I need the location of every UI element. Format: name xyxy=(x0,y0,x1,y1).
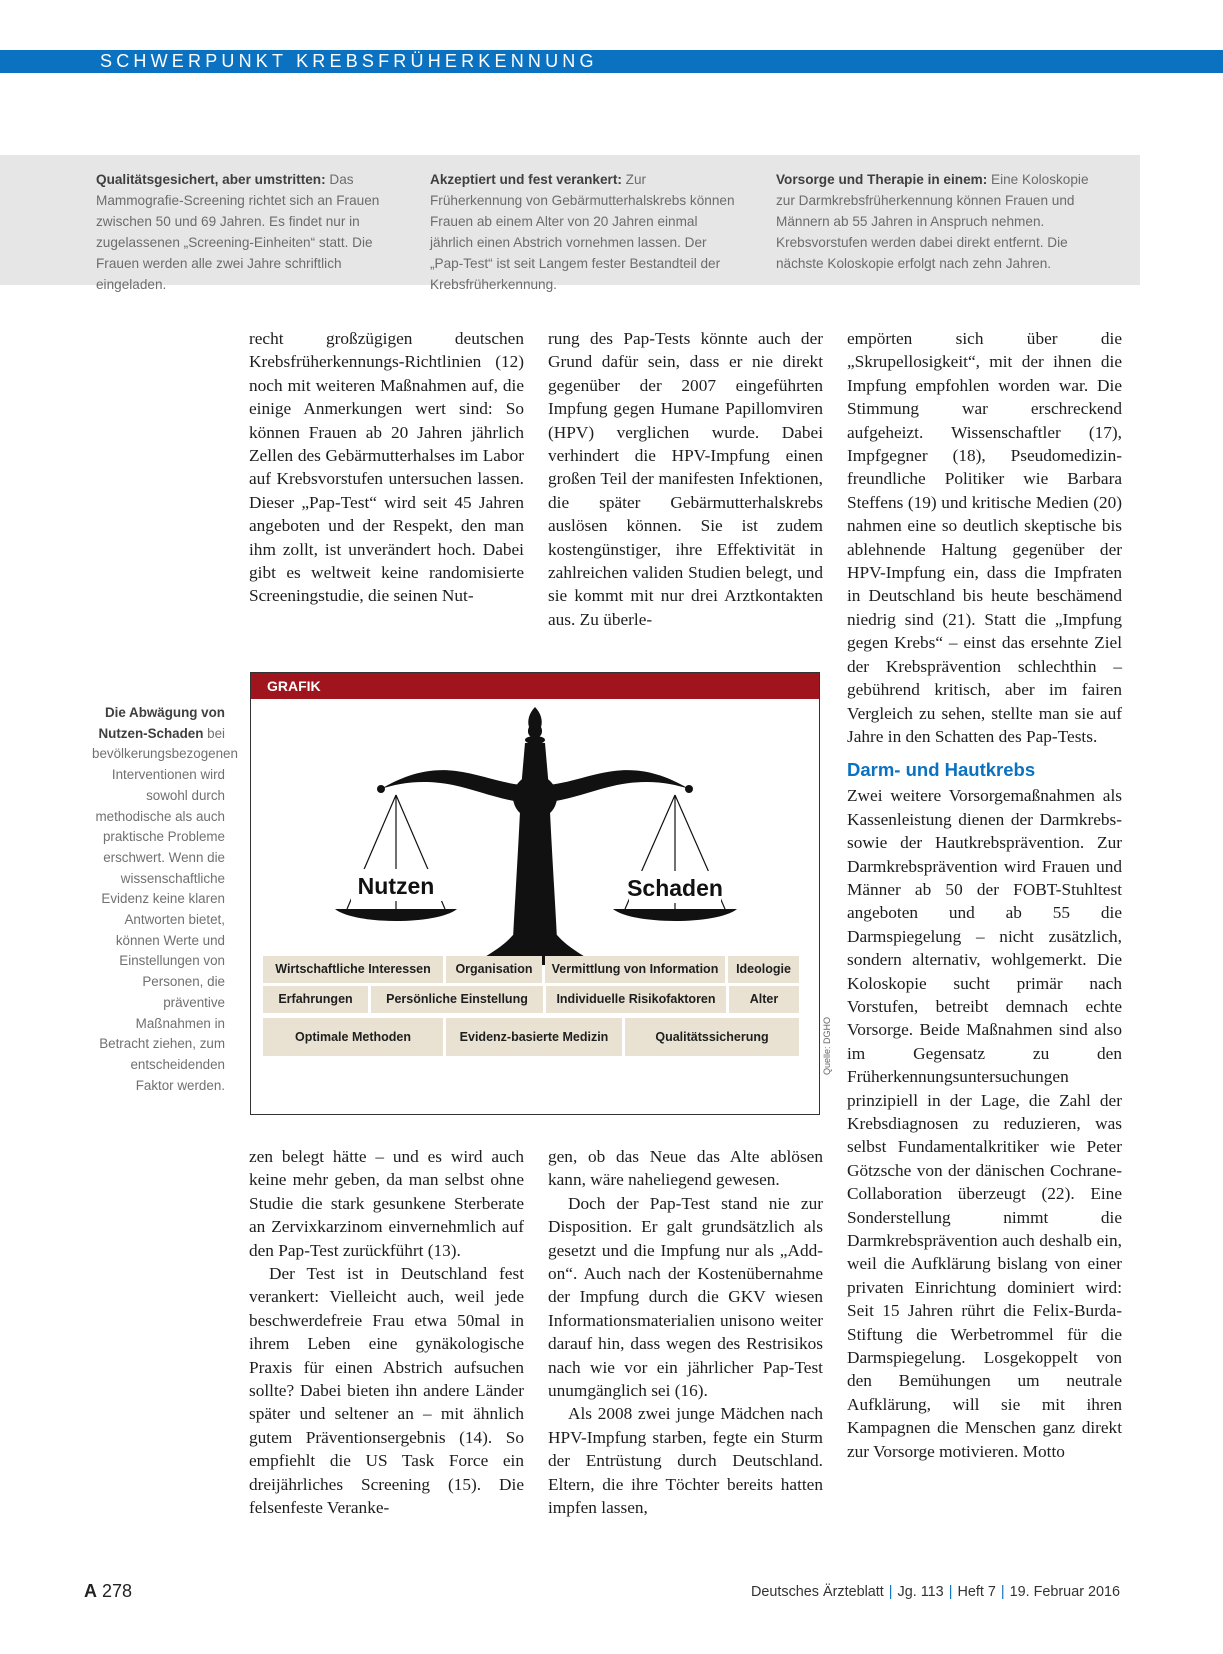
factor-tag: Evidenz-basierte Medizin xyxy=(446,1018,622,1056)
factor-tag: Ideologie xyxy=(728,956,799,983)
factor-tag: Vermittlung von Information xyxy=(545,956,725,983)
page-number-value: 278 xyxy=(102,1581,133,1601)
photo-caption-box xyxy=(0,155,1140,292)
page-number xyxy=(84,1581,132,1602)
paragraph: Zwei weitere Vorsorgemaßnahmen als Kassenleistung dienen der Darmkrebs- sowie der Hautkrebsprävention. Zur Darmkrebsprävention wird Frauen und Männer ab 50 der FOBT-Stuhltest angeboten und ab 55 die Darmspiegelung – nicht zusätzlich, sondern alternativ, wohlgemerkt. Die Koloskopie sucht primär nach Vorstufen, betreibt demnach echte Vorsorge. Beide Maßnahmen sind also im Gegensatz zu den Früherkennungsuntersuchungen prinzipiell in der Lage, die Zahl der Krebsdiagnosen zu reduzieren, was selbst Fundamentalkritiker wie Peter Götzsche von der dänischen Cochrane-Collaboration überzeugt (22). Eine Sonderstellung nimmt die Darmkrebsprävention auch deshalb ein, weil die Aufklärung bislang von einer privaten Einrichtung dominiert wird: Seit 15 Jahren rührt die Felix-Burda-Stiftung die Werbetrommel für die Darmspiegelung. Losgekoppelt von den Bemühungen um neutrale Aufklärung, will sie mit ihren Kampagnen die Menschen ganz direkt zur Vorsorge motivieren. Motto xyxy=(847,786,1122,1461)
paragraph: gen, ob das Neue das Alte ablösen kann, wäre naheliegend gewesen. xyxy=(548,1147,823,1190)
caption-koloskopie xyxy=(776,169,1092,274)
journal-volume: Jg. 113 xyxy=(897,1584,944,1600)
nutzen-label: Nutzen xyxy=(357,873,435,899)
article-column-1-bottom xyxy=(249,1145,524,1520)
section-heading: Darm- und Hautkrebs xyxy=(847,759,1036,781)
paragraph: Doch der Pap-Test stand nie zur Disposition. Er galt grundsätzlich als gesetzt und die Impfung nur als „Add-on“. Auch nach der Kostenübernahme der Impfung durch die GKV wiesen Informationsmaterialien unisono weiter darauf hin, dass wegen des Restrisikos nach wie vor ein jährlicher Pap-Test unumgänglich sei (16). xyxy=(548,1193,823,1401)
page-prefix: A xyxy=(84,1581,97,1601)
caption-mammografie xyxy=(96,169,406,295)
graphic-source: Quelle: DGHO xyxy=(822,1016,832,1075)
caption-text: Zur Früherkennung von Gebärmutterhalskrebs können Frauen ab einem Alter von 20 Jahren einmal jährlich einen Abstrich vornehmen lassen. Der „Pap-Test“ ist seit Langem fester Bestandteil der Krebsfrüherkennung. xyxy=(430,172,735,292)
margin-note-heading: Die Abwägung von Nutzen-Schaden xyxy=(98,705,225,741)
factor-tag: Organisation xyxy=(446,956,542,983)
caption-text: Eine Koloskopie zur Darmkrebsfrüherkennung können Frauen und Männern ab 55 Jahren in Anspruch nehmen. Krebsvorstufen werden dabei direkt entfernt. Die nächste Koloskopie erfolgt nach zehn Jahren. xyxy=(776,172,1089,271)
journal-date: 19. Februar 2016 xyxy=(1009,1584,1120,1600)
article-column-1-top xyxy=(249,327,524,608)
paragraph: Der Test ist in Deutschland fest verankert: Vielleicht auch, weil jede beschwerdefreie Frau etwa 50mal in ihrem Leben eine gynäkologische Praxis für einen Abstrich aufsuchen sollte? Dabei bieten ihn andere Länder später und seltener an – mit ähnlich gutem Präventionsergebnis (14). So empfiehlt die US Task Force ein dreijährliches Screening (15). Die felsenfeste Veranke- xyxy=(249,1264,524,1518)
factor-row-3 xyxy=(263,1018,799,1056)
factor-tag: Qualitätssicherung xyxy=(625,1018,799,1056)
paragraph: recht großzügigen deutschen Krebsfrüherkennungs-Richtlinien (12) noch mit weiteren Maßnahmen auf, die einige Anmerkungen wert sind: So können Frauen ab 20 Jahren jährlich Zellen des Gebärmutterhalses im Labor auf Krebsvorstufen untersuchen lassen. Dieser „Pap-Test“ wird seit 45 Jahren angeboten und der Respekt, den man ihm zollt, ist unverändert hoch. Dabei gibt es weltweit keine randomisierte Screeningstudie, die seinen Nut- xyxy=(249,329,524,606)
factor-tag: Erfahrungen xyxy=(263,986,368,1013)
journal-name: Deutsches Ärzteblatt xyxy=(751,1584,884,1600)
margin-note-text: bei bevölkerungsbezogenen Interventionen wird sowohl durch methodische als auch praktische Probleme erschwert. Wenn die wissenschaftliche Evidenz keine klaren Antworten bietet, können Werte und Einstellungen von Personen, die präventive Maßnahmen in Betracht ziehen, zum entscheidenden Faktor werden. xyxy=(92,725,238,1093)
factor-row-2 xyxy=(263,986,799,1013)
factor-tag: Alter xyxy=(729,986,799,1013)
paragraph: zen belegt hätte – und es wird auch keine mehr geben, da man selbst ohne Studie die stark gesunkene Sterberate an Zervixkarzinom einvernehmlich auf den Pap-Test zurückführt (13). xyxy=(249,1147,524,1260)
journal-info: Deutsches Ärzteblatt | Jg. 113 | Heft 7 | 19. Februar 2016 xyxy=(751,1584,1120,1600)
caption-text: Das Mammografie-Screening richtet sich an Frauen zwischen 50 und 69 Jahren. Es findet nur in zugelassenen „Screening-Einheiten“ statt. Die Frauen werden alle zwei Jahre schriftlich eingeladen. xyxy=(96,172,380,292)
article-column-3 xyxy=(847,327,1122,1463)
paragraph: rung des Pap-Tests könnte auch der Grund dafür sein, dass er nie direkt gegenüber der 2007 eingeführten Impfung gegen Humane Papillomviren (HPV) verglichen wurde. Dabei verhindert die HPV-Impfung einen großen Teil der manifesten Infektionen, die später Gebärmutterhalskrebs auslösen können. Sie ist zudem kostengünstiger, ihre Effektivität in zahlreichen validen Studien belegt, und sie kommt mit nur drei Arztkontakten aus. Zu überle- xyxy=(548,329,823,629)
balance-graphic xyxy=(250,672,820,1115)
article-column-2-top xyxy=(548,327,823,631)
section-header-bar xyxy=(0,50,1223,73)
caption-pap-test xyxy=(430,169,740,295)
factor-tag: Optimale Methoden xyxy=(263,1018,443,1056)
paragraph: empörten sich über die „Skrupellosigkeit“, mit der ihnen die Impfung empfohlen worden war. Die Stimmung war erschreckend aufgeheizt. Wissenschaftler (17), Impfgegner (18), Pseudomedizin-freundliche Politiker wie Barbara Steffens (19) und kritische Medien (20) nahmen eine so deutlich skeptische bis ablehnende Haltung gegenüber der HPV-Impfung ein, dass die Impfraten in Deutschland bis heute beschämend niedrig sind (21). Statt die „Impfung gegen Krebs“ – einst das ersehnte Ziel der Krebsprävention schlechthin – gebührend kritisch, aber im fairen Vergleich zu sehen, stellte man sie auf Jahre in den Schatten des Pap-Tests. xyxy=(847,329,1122,746)
scale-illustration xyxy=(251,699,819,999)
paragraph: Als 2008 zwei junge Mädchen nach HPV-Impfung starben, fegte ein Sturm der Entrüstung durch Deutschland. Eltern, die ihre Töchter bereits hatten impfen lassen, xyxy=(548,1404,823,1518)
factor-tag: Persönliche Einstellung xyxy=(371,986,543,1013)
journal-issue: Heft 7 xyxy=(957,1584,996,1600)
margin-note xyxy=(92,703,238,1096)
caption-heading: Qualitätsgesichert, aber umstritten: xyxy=(96,172,326,187)
caption-heading: Akzeptiert und fest verankert: xyxy=(430,172,622,187)
article-column-2-bottom xyxy=(548,1145,823,1520)
section-title: SCHWERPUNKT KREBSFRÜHERKENNUNG xyxy=(100,51,598,71)
factor-tag: Wirtschaftliche Interessen xyxy=(263,956,443,983)
graphic-label: GRAFIK xyxy=(251,673,819,699)
factor-tag: Individuelle Risikofaktoren xyxy=(546,986,726,1013)
schaden-label: Schaden xyxy=(627,875,723,901)
factor-row-1 xyxy=(263,956,799,983)
caption-heading: Vorsorge und Therapie in einem: xyxy=(776,172,988,187)
